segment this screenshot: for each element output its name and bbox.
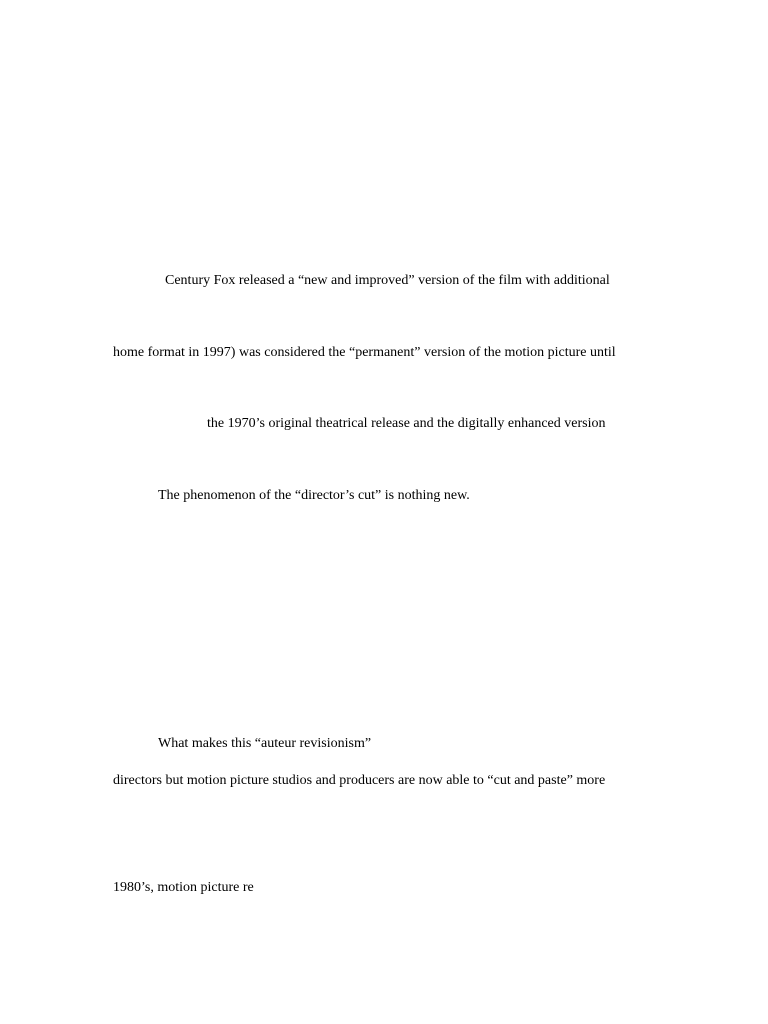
text-line: home format in 1997) was considered the “permanent” version of the motion picture until	[113, 345, 616, 360]
text-line: Century Fox released a “new and improved” version of the film with additional	[165, 273, 610, 288]
paragraph-start-line: What makes this “auteur revisionism”	[158, 736, 372, 751]
text-line: the 1970’s original theatrical release and the digitally enhanced version	[207, 416, 606, 431]
paragraph-start-line: The phenomenon of the “director’s cut” is nothing new.	[158, 488, 470, 503]
text-line: directors but motion picture studios and producers are now able to “cut and paste” more	[113, 773, 606, 788]
text-line: 1980’s, motion picture re	[113, 880, 254, 895]
